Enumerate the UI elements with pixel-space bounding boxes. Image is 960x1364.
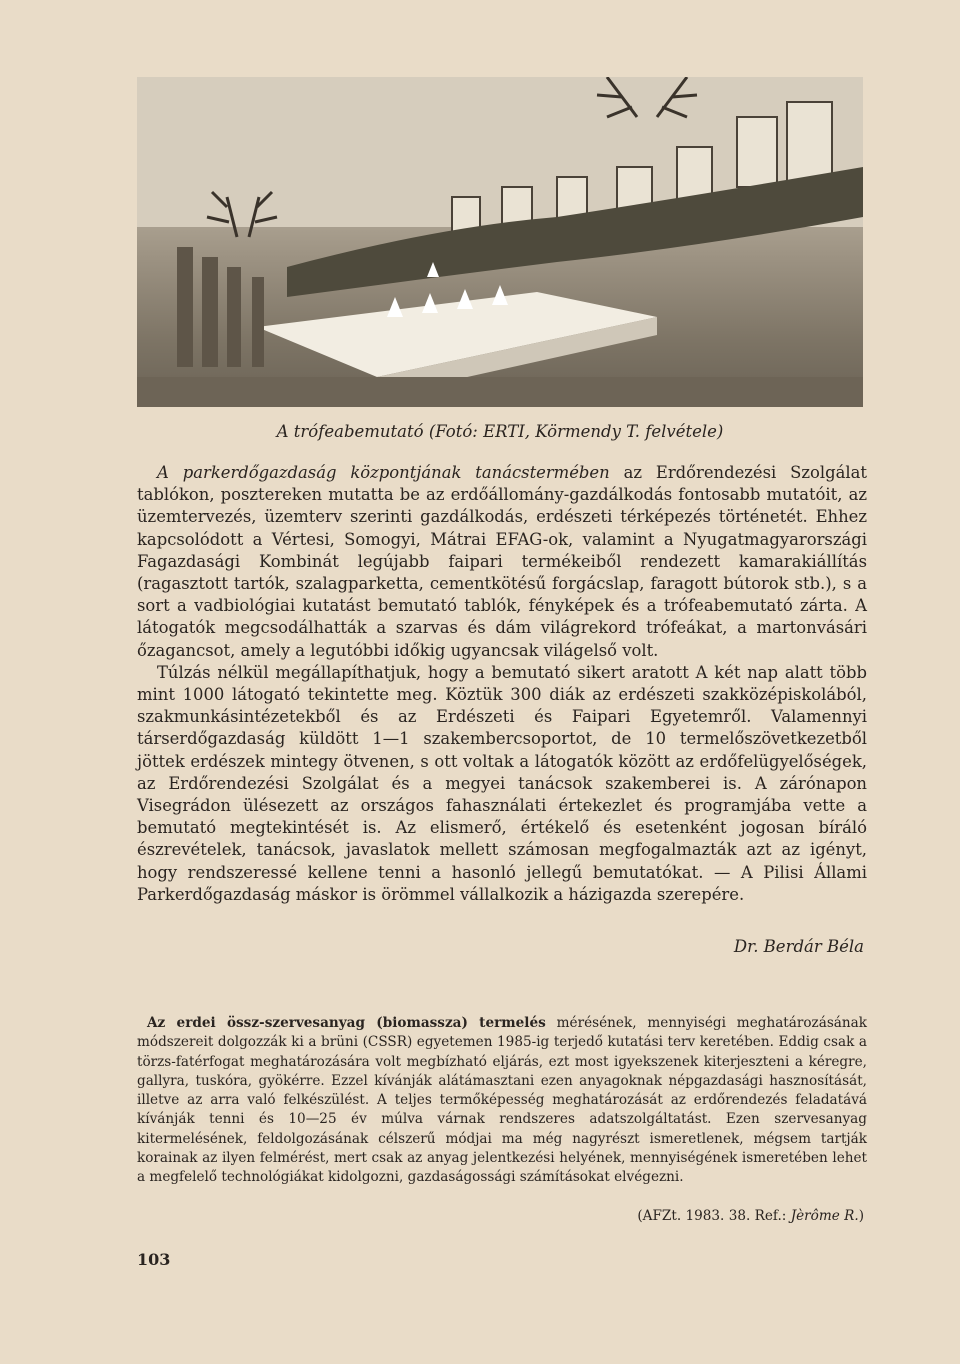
- news-note-reference: (AFZt. 1983. 38. Ref.: Jèrôme R.): [637, 1208, 864, 1224]
- article-paragraph-1: A parkerdőgazdaság központjának tanácstermében az Erdőrendezési Szolgálat tablókon, posztereken mutatta be az erdőállomány-gazdálkodás fontosabb mutatóit, az üzemtervezés, üzemterv szerinti gazdálkodás, erdészeti térképezés történetét. Ehhez kapcsolódott a Vértesi, Somogyi, Mátrai EFAG-ok, valamint a Nyugatmagyarországi Fagazdasági Kombinát legújabb faipari termékeiből rendezett kamarakiállítás (ragasztott tartók, szalagparketta, cementkötésű forgácslap, faragott bútorok stb.), s a sort a vadbiológiai kutatást bemutató tablók, fényképek és a trófeabemutató zárta. A látogatók megcsodálhatták a szarvas és dám világrekord trófeákat, a martonvásári őzagancsot, amely a legutóbbi időkig ugyancsak világelső volt.: [137, 463, 867, 660]
- exhibition-photo: [137, 77, 863, 407]
- article-lead: A parkerdőgazdaság központjának tanácstermében: [157, 463, 610, 482]
- news-note-lead: Az erdei össz-szervesanyag (biomassza) termelés: [147, 1015, 546, 1031]
- trophy-exhibition-icon: [137, 77, 863, 407]
- article-body: [137, 462, 867, 906]
- news-note: [137, 1014, 867, 1188]
- article-paragraph-2: Túlzás nélkül megállapíthatjuk, hogy a bemutató sikert aratott A két nap alatt több mint 1000 látogató tekintette meg. Köztük 300 diák az erdészeti szakközépiskolából, szakmunkásintézetekből és az Erdészeti és Faipari Egyetemről. Valamennyi társerdőgazdaság küldött 1—1 szakembercsoportot, de 10 termelőszövetkezetből jöttek erdészek mintegy ötvenen, s ott voltak a látogatók között az erdőfelügyelőségek, az Erdőrendezési Szolgálat és a megyei tanácsok szakemberei is. A zárónapon Visegrádon ülésezett az országos fahasználati értekezlet és programjába vette a bemutató megtekintését is. Az elismerő, értékelő és esetenként jogosan bíráló észrevételek, tanácsok, javaslatok mellett számosan megfogalmazták azt az igényt, hogy rendszeressé kellene tenni a hasonló jellegű bemutatókat. — A Pilisi Állami Parkerdőgazdaság máskor is örömmel vállalkozik a házigazda szerepére.: [137, 662, 867, 904]
- page-number: 103: [137, 1250, 171, 1269]
- news-note-text: mérésének, mennyiségi meghatározásának módszereit dolgozzák ki a brüni (CSSR) egyetemen 1985-ig terjedő kutatási terv keretében. Eddig csak a törzs-fatérfogat meghatározására volt megbízható eljárás, ezt most igyekszenek kiterjeszteni a kéregre, gallyra, tuskóra, gyökérre. Ezzel kívánják alátámasztani ezen anyagoknak népgazdasági hasznosítását, illetve az arra való felkészülést. A teljes termőképesség meghatározását az erdőrendezés feladatává kívánják tenni és 10—25 év múlva várnak rendszeres adatszolgáltatást. Ezen szervesanyag kitermelésének, feldolgozásának célszerű módjai ma még nagyrészt ismeretlenek, mégsem tartják korainak az ilyen felmérést, mert csak az anyag jelentkezési helyének, mennyiségének ismeretében lehet a megfelelő technológiákat kidolgozni, gazdaságossági számításokat elvégezni.: [137, 1015, 867, 1186]
- photo-caption: A trófeabemutató (Fotó: ERTI, Körmendy T. felvétele): [276, 422, 724, 441]
- article-signature: Dr. Berdár Béla: [733, 937, 864, 956]
